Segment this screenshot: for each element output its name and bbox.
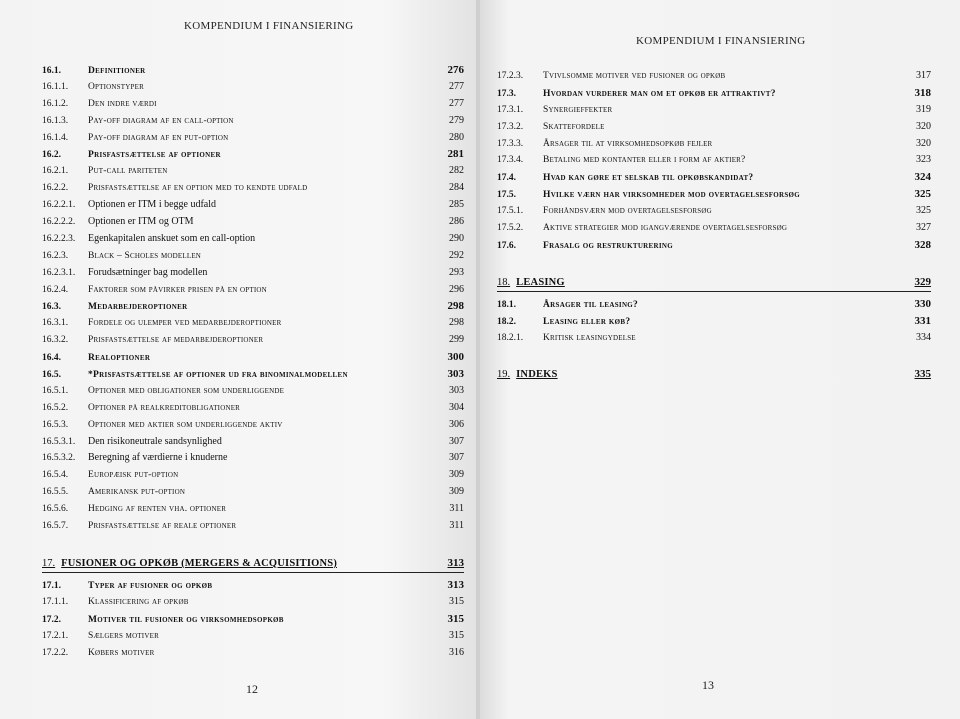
toc-entry[interactable]	[42, 233, 464, 250]
toc-entry-title: Den indre værdi	[88, 98, 157, 109]
toc-entry-page: 300	[447, 351, 464, 364]
toc-entry-page: 328	[914, 238, 931, 251]
toc-entry-number: 16.2.2.	[42, 183, 69, 194]
toc-entry-number: 18.2.1.	[497, 332, 524, 343]
toc-entry-page: 331	[914, 314, 931, 327]
toc-entry-title: *Prisfastsættelse af optioner ud fra binominalmodellen	[88, 370, 348, 381]
toc-entry-title: Skattefordele	[543, 121, 605, 132]
toc-entry[interactable]	[497, 121, 931, 138]
toc-entry[interactable]	[42, 613, 464, 630]
toc-entry-page: 315	[449, 595, 464, 607]
right-page	[480, 0, 960, 719]
toc-entry-number: 16.2.2.1.	[42, 200, 76, 211]
toc-entry-number: 17.5.	[497, 190, 516, 201]
toc-entry-number: 16.5.	[42, 370, 61, 381]
toc-entry-title: Realoptioner	[88, 353, 151, 364]
toc-entry-title: Definitioner	[88, 66, 146, 76]
toc-entry-title: Hvilke værn har virksomheder mod overtagelsesforsøg	[543, 190, 801, 201]
toc-entry-title: FUSIONER OG OPKØB (MERGERS & ACQUISITIONS)	[61, 557, 338, 569]
toc-entry-number: 16.1.3.	[42, 115, 69, 126]
toc-entry-page: 304	[449, 401, 464, 413]
toc-entry-number: 16.1.	[42, 66, 61, 76]
toc-entry-page: 313	[447, 556, 464, 569]
toc-entry[interactable]	[42, 520, 464, 537]
toc-entry-page: 317	[916, 70, 931, 81]
toc-entry-number: 16.1.4.	[42, 132, 69, 143]
toc-entry[interactable]	[497, 154, 931, 171]
toc-entry[interactable]	[497, 87, 931, 104]
toc-entry[interactable]	[497, 104, 931, 121]
toc-entry[interactable]	[497, 188, 931, 205]
page-header: KOMPENDIUM I FINANSIERING	[184, 20, 354, 32]
toc-entry-number: 16.5.7.	[42, 521, 69, 532]
toc-entry-page: 319	[916, 103, 931, 115]
toc-entry[interactable]	[42, 402, 464, 419]
toc-entry-number: 17.3.1.	[497, 104, 524, 115]
toc-entry-number: 18.1.	[497, 299, 516, 310]
toc-entry-number: 18.	[497, 276, 511, 288]
toc-entry[interactable]	[497, 298, 931, 315]
toc-entry[interactable]	[42, 250, 464, 267]
toc-entry-number: 16.5.1.	[42, 385, 69, 396]
toc-entry-page: 303	[449, 384, 464, 396]
toc-entry-page: 307	[449, 435, 464, 447]
toc-entry[interactable]	[497, 239, 931, 256]
toc-entry-title: Forhåndsværn mod overtagelsesforsøg	[543, 206, 712, 217]
toc-entry-title: Amerikansk put-option	[88, 487, 186, 498]
toc-entry-number: 18.2.	[497, 316, 516, 327]
toc-entry-number: 16.2.	[42, 150, 61, 161]
toc-entry[interactable]	[42, 436, 464, 453]
toc-entry-page: 293	[449, 266, 464, 278]
toc-entry[interactable]	[42, 419, 464, 436]
toc-entry[interactable]	[42, 385, 464, 402]
toc-entry-title: Typer af fusioner og opkøb	[88, 580, 213, 591]
toc-entry-page: 315	[449, 629, 464, 641]
toc-entry-page: 318	[914, 86, 931, 99]
toc-entry-title: Klassificering af opkøb	[88, 596, 189, 607]
toc-entry-title: Pay-off diagram af en put-option	[88, 132, 229, 143]
toc-entry-page: 279	[449, 114, 464, 126]
toc-entry-page: 276	[447, 64, 464, 76]
toc-entry-number: 16.2.3.1.	[42, 267, 76, 278]
toc-entry-page: 290	[449, 232, 464, 244]
toc-entry[interactable]	[42, 630, 464, 647]
toc-entry-number: 16.3.1.	[42, 318, 69, 329]
toc-entry[interactable]	[497, 70, 931, 87]
toc-entry-page: 309	[449, 486, 464, 498]
toc-entry-number: 16.1.1.	[42, 81, 69, 92]
toc-entry-page: 323	[916, 154, 931, 166]
toc-entry-title: Optionstyper	[88, 81, 144, 92]
toc-entry[interactable]	[42, 469, 464, 486]
left-page	[0, 0, 478, 719]
toc-entry[interactable]	[42, 165, 464, 182]
toc-entry-number: 16.3.	[42, 302, 61, 313]
toc-entry-title: INDEKS	[516, 369, 558, 381]
toc-entry-number: 16.5.4.	[42, 470, 69, 481]
toc-entry-page: 325	[914, 188, 931, 201]
toc-entry-number: 17.1.1.	[42, 596, 69, 607]
toc-entry[interactable]	[42, 81, 464, 98]
toc-entry[interactable]	[497, 222, 931, 239]
table-of-contents	[497, 70, 931, 389]
toc-entry-page: 281	[447, 148, 464, 161]
toc-entry-number: 17.3.4.	[497, 155, 524, 166]
toc-chapter-entry[interactable]	[497, 262, 931, 292]
toc-entry[interactable]	[497, 315, 931, 332]
toc-entry-page: 296	[449, 283, 464, 295]
toc-entry-page: 316	[449, 646, 464, 658]
toc-entry-page: 324	[914, 171, 931, 184]
toc-entry-title: Prisfastsættelse af medarbejderoptioner	[88, 335, 264, 346]
toc-entry-number: 16.3.2.	[42, 335, 69, 346]
toc-entry-page: 335	[914, 368, 931, 381]
toc-entry[interactable]	[42, 199, 464, 216]
page-header: KOMPENDIUM I FINANSIERING	[636, 35, 806, 47]
toc-entry[interactable]	[497, 205, 931, 222]
toc-entry-page: 285	[449, 199, 464, 211]
toc-entry-title: Aktive strategier mod igangværende overtagelsesforsøg	[543, 223, 788, 234]
toc-entry-number: 17.3.	[497, 88, 516, 99]
toc-entry-title: Sælgers motiver	[88, 630, 159, 641]
toc-entry-number: 17.6.	[497, 240, 516, 251]
toc-entry-number: 16.2.1.	[42, 166, 69, 177]
toc-entry-number: 16.1.2.	[42, 98, 69, 109]
toc-entry-page: 315	[447, 612, 464, 625]
toc-chapter-entry[interactable]	[497, 354, 931, 383]
toc-entry[interactable]	[42, 182, 464, 199]
toc-entry-title: Optioner på realkreditobligationer	[88, 402, 241, 413]
toc-entry-title: Synergieffekter	[543, 104, 613, 115]
toc-entry-title: Leasing eller køb?	[543, 316, 631, 327]
toc-entry-number: 17.5.2.	[497, 223, 524, 234]
toc-entry-number: 16.4.	[42, 353, 61, 364]
toc-entry-number: 17.3.2.	[497, 121, 524, 132]
toc-entry-number: 16.2.2.3.	[42, 233, 76, 244]
toc-entry[interactable]	[42, 452, 464, 469]
toc-entry-page: 320	[916, 137, 931, 149]
toc-entry[interactable]	[42, 148, 464, 165]
toc-entry-page: 307	[449, 452, 464, 464]
toc-entry[interactable]	[42, 115, 464, 132]
page-number: 12	[246, 682, 258, 696]
toc-entry-number: 19.	[497, 369, 511, 381]
toc-entry-page: 298	[449, 317, 464, 329]
toc-entry[interactable]	[42, 596, 464, 613]
toc-entry-title: Årsager til at virksomhedsopkøb fejler	[543, 138, 713, 149]
toc-entry-number: 17.	[42, 557, 56, 569]
toc-entry-title: Prisfastsættelse af reale optioner	[88, 521, 237, 532]
toc-entry-number: 17.2.	[42, 614, 61, 625]
toc-entry-page: 303	[447, 368, 464, 381]
toc-entry-title: Optionen er ITM i begge udfald	[88, 199, 217, 211]
toc-entry-number: 17.3.3.	[497, 138, 524, 149]
toc-entry[interactable]	[42, 267, 464, 284]
toc-entry-title: Europæisk put-option	[88, 470, 179, 481]
toc-entry-page: 280	[449, 131, 464, 143]
toc-entry-number: 17.4.	[497, 173, 516, 184]
toc-entry-title: Beregning af værdierne i knuderne	[88, 452, 228, 464]
toc-entry-page: 277	[449, 97, 464, 109]
toc-entry-page: 309	[449, 469, 464, 481]
toc-entry[interactable]	[42, 351, 464, 368]
toc-entry-title: Optioner med aktier som underliggende aktiv	[88, 419, 283, 430]
toc-entry-number: 16.5.2.	[42, 402, 69, 413]
toc-entry[interactable]	[42, 98, 464, 115]
toc-entry-title: Den risikoneutrale sandsynlighed	[88, 435, 222, 447]
toc-entry[interactable]	[42, 284, 464, 301]
toc-entry[interactable]	[42, 503, 464, 520]
toc-entry[interactable]	[42, 216, 464, 233]
toc-entry[interactable]	[42, 300, 464, 317]
toc-entry[interactable]	[42, 486, 464, 503]
toc-entry-title: Købers motiver	[88, 647, 155, 658]
toc-entry-title: Kritisk leasingydelse	[543, 332, 636, 343]
toc-entry[interactable]	[42, 368, 464, 385]
page-number: 13	[702, 678, 714, 692]
toc-entry-number: 16.2.2.2.	[42, 217, 76, 228]
toc-entry-title: Prisfastsættelse af optioner	[88, 150, 221, 161]
toc-entry-title: Optioner med obligationer som underliggende	[88, 385, 285, 396]
toc-entry-page: 277	[449, 80, 464, 92]
toc-entry-title: Black – Scholes modellen	[88, 250, 202, 261]
toc-entry-title: Medarbejderoptioner	[88, 302, 188, 313]
toc-entry-page: 306	[449, 418, 464, 430]
toc-entry-title: Betaling med kontanter eller i form af aktier?	[543, 155, 746, 166]
toc-entry-page: 282	[449, 165, 464, 177]
toc-entry-page: 334	[916, 331, 931, 343]
toc-entry-title: Tvivlsomme motiver ved fusioner og opkøb	[543, 71, 726, 81]
toc-entry-title: Hvad kan gøre et selskab til opkøbskandidat?	[543, 173, 754, 184]
toc-entry-number: 16.2.3.	[42, 250, 69, 261]
toc-entry-page: 311	[449, 520, 464, 532]
toc-entry-page: 313	[447, 578, 464, 591]
toc-entry-number: 17.5.1.	[497, 206, 524, 217]
toc-entry[interactable]	[497, 171, 931, 188]
toc-entry-page: 292	[449, 249, 464, 261]
toc-entry-title: Årsager til leasing?	[543, 299, 639, 310]
toc-entry-number: 16.5.3.2.	[42, 453, 76, 464]
toc-entry-number: 17.2.3.	[497, 71, 524, 81]
toc-entry-title: Prisfastsættelse af en option med to kendte udfald	[88, 183, 308, 194]
toc-entry[interactable]	[42, 647, 464, 664]
toc-entry[interactable]	[42, 579, 464, 596]
toc-entry-page: 320	[916, 120, 931, 132]
toc-entry-page: 329	[914, 275, 931, 288]
toc-entry-title: Optionen er ITM og OTM	[88, 216, 194, 228]
toc-entry-title: Put-call pariteten	[88, 166, 168, 177]
toc-entry-title: Faktorer som påvirker prisen på en option	[88, 284, 267, 295]
toc-entry-number: 16.5.3.1.	[42, 436, 76, 447]
toc-entry-title: Hedging af renten vha. optioner	[88, 504, 227, 515]
toc-entry-number: 16.5.5.	[42, 487, 69, 498]
toc-entry-title: Motiver til fusioner og virksomhedsopkøb	[88, 614, 284, 625]
toc-entry-number: 17.1.	[42, 580, 61, 591]
toc-entry-page: 299	[449, 334, 464, 346]
toc-entry[interactable]	[42, 132, 464, 149]
toc-entry-page: 284	[449, 182, 464, 194]
toc-entry-number: 16.2.4.	[42, 284, 69, 295]
toc-entry-title: LEASING	[516, 276, 565, 288]
toc-entry-page: 298	[447, 300, 464, 313]
toc-entry-page: 311	[449, 503, 464, 515]
toc-entry-title: Forudsætninger bag modellen	[88, 266, 208, 278]
table-of-contents	[42, 64, 464, 663]
toc-entry-title: Pay-off diagram af en call-option	[88, 115, 234, 126]
toc-entry-title: Hvordan vurderer man om et opkøb er attraktivt?	[543, 88, 776, 99]
toc-chapter-entry[interactable]	[42, 543, 464, 573]
toc-entry[interactable]	[497, 138, 931, 155]
toc-entry[interactable]	[42, 64, 464, 81]
toc-entry[interactable]	[497, 332, 931, 349]
toc-entry-number: 17.2.1.	[42, 630, 69, 641]
toc-entry-page: 325	[916, 205, 931, 217]
toc-entry-number: 16.5.6.	[42, 504, 69, 515]
toc-entry[interactable]	[42, 334, 464, 351]
toc-entry-page: 286	[449, 216, 464, 228]
toc-entry-number: 16.5.3.	[42, 419, 69, 430]
toc-entry-title: Frasalg og restrukturering	[543, 240, 673, 251]
toc-entry-number: 17.2.2.	[42, 647, 69, 658]
toc-entry-title: Egenkapitalen anskuet som en call-option	[88, 232, 256, 244]
toc-entry-page: 330	[914, 297, 931, 310]
toc-entry-title: Fordele og ulemper ved medarbejderoptioner	[88, 318, 282, 329]
toc-entry[interactable]	[42, 317, 464, 334]
toc-entry-page: 327	[916, 222, 931, 234]
